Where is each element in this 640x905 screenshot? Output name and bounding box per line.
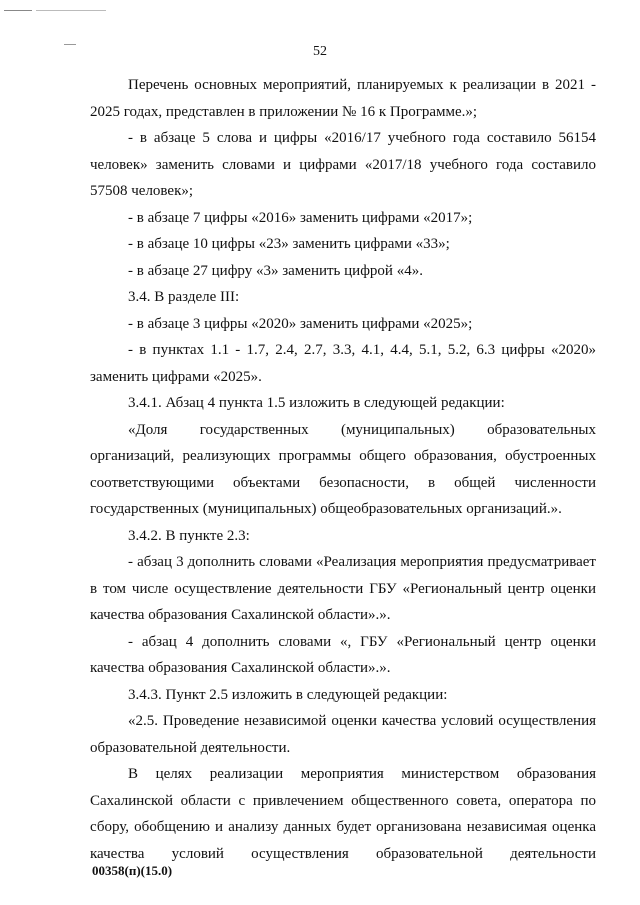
section-heading: 3.4.2. В пункте 2.3: bbox=[128, 527, 250, 544]
section-heading: 3.4.3. Пункт 2.5 изложить в следующей редакции: bbox=[128, 686, 448, 703]
scan-artifact-line bbox=[4, 10, 32, 11]
paragraph-amendment: - в абзаце 3 цифры «2020» заменить цифрами «2025»; bbox=[128, 315, 473, 332]
paragraph-plan-reference: Перечень основных мероприятий, планируемых к реализации в 2021 - 2025 годах, представлен в приложении № 16 к Программе.»; bbox=[90, 77, 596, 120]
paragraph-amendment: - в абзаце 10 цифры «23» заменить цифрами «33»; bbox=[128, 236, 450, 252]
paragraph-amendment: - в абзаце 5 слова и цифры «2016/17 учебного года составило 56154 человек» заменить словами и цифрами «2017/18 учебного года составило 57508 человек»; bbox=[90, 130, 596, 199]
paragraph-amendment: - в абзаце 27 цифру «3» заменить цифрой «4». bbox=[128, 262, 423, 279]
paragraph-quote: «2.5. Проведение независимой оценки качества условий осуществления образовательной деятельности. bbox=[90, 713, 596, 756]
section-heading: 3.4. В разделе III: bbox=[128, 289, 240, 305]
paragraph-amendment: - абзац 4 дополнить словами «, ГБУ «Региональный центр оценки качества образования Сахалинской области».». bbox=[90, 633, 596, 676]
scan-artifact-line bbox=[36, 10, 106, 11]
paragraph-body: В целях реализации мероприятия министерством образования Сахалинской области с привлечением общественного совета, оператора по сбору, обобщению и анализу данных будет организована независимая оценка качества условий осуществления образовательной деятельности bbox=[90, 766, 596, 862]
paragraph-amendment: - в пунктах 1.1 - 1.7, 2.4, 2.7, 3.3, 4.1, 4.4, 5.1, 5.2, 6.3 цифры «2020» заменить цифрами «2025». bbox=[90, 342, 596, 385]
page-number: 52 bbox=[313, 44, 327, 59]
section-heading: 3.4.1. Абзац 4 пункта 1.5 изложить в следующей редакции: bbox=[128, 395, 505, 411]
document-body bbox=[90, 72, 596, 867]
paragraph-amendment: - в абзаце 7 цифры «2016» заменить цифрами «2017»; bbox=[128, 209, 473, 226]
paragraph-quote: «Доля государственных (муниципальных) образовательных организаций, реализующих программы общего образования, обустроенных соответствующими объектами безопасности, в общей численности государственных (муниципальных) общеобразовательных организаций.». bbox=[90, 421, 596, 517]
document-code: 00358(п)(15.0) bbox=[92, 863, 173, 878]
paragraph-amendment: - абзац 3 дополнить словами «Реализация мероприятия предусматривает в том числе осуществление деятельности ГБУ «Региональный центр оценки качества образования Сахалинской области».». bbox=[90, 554, 596, 623]
